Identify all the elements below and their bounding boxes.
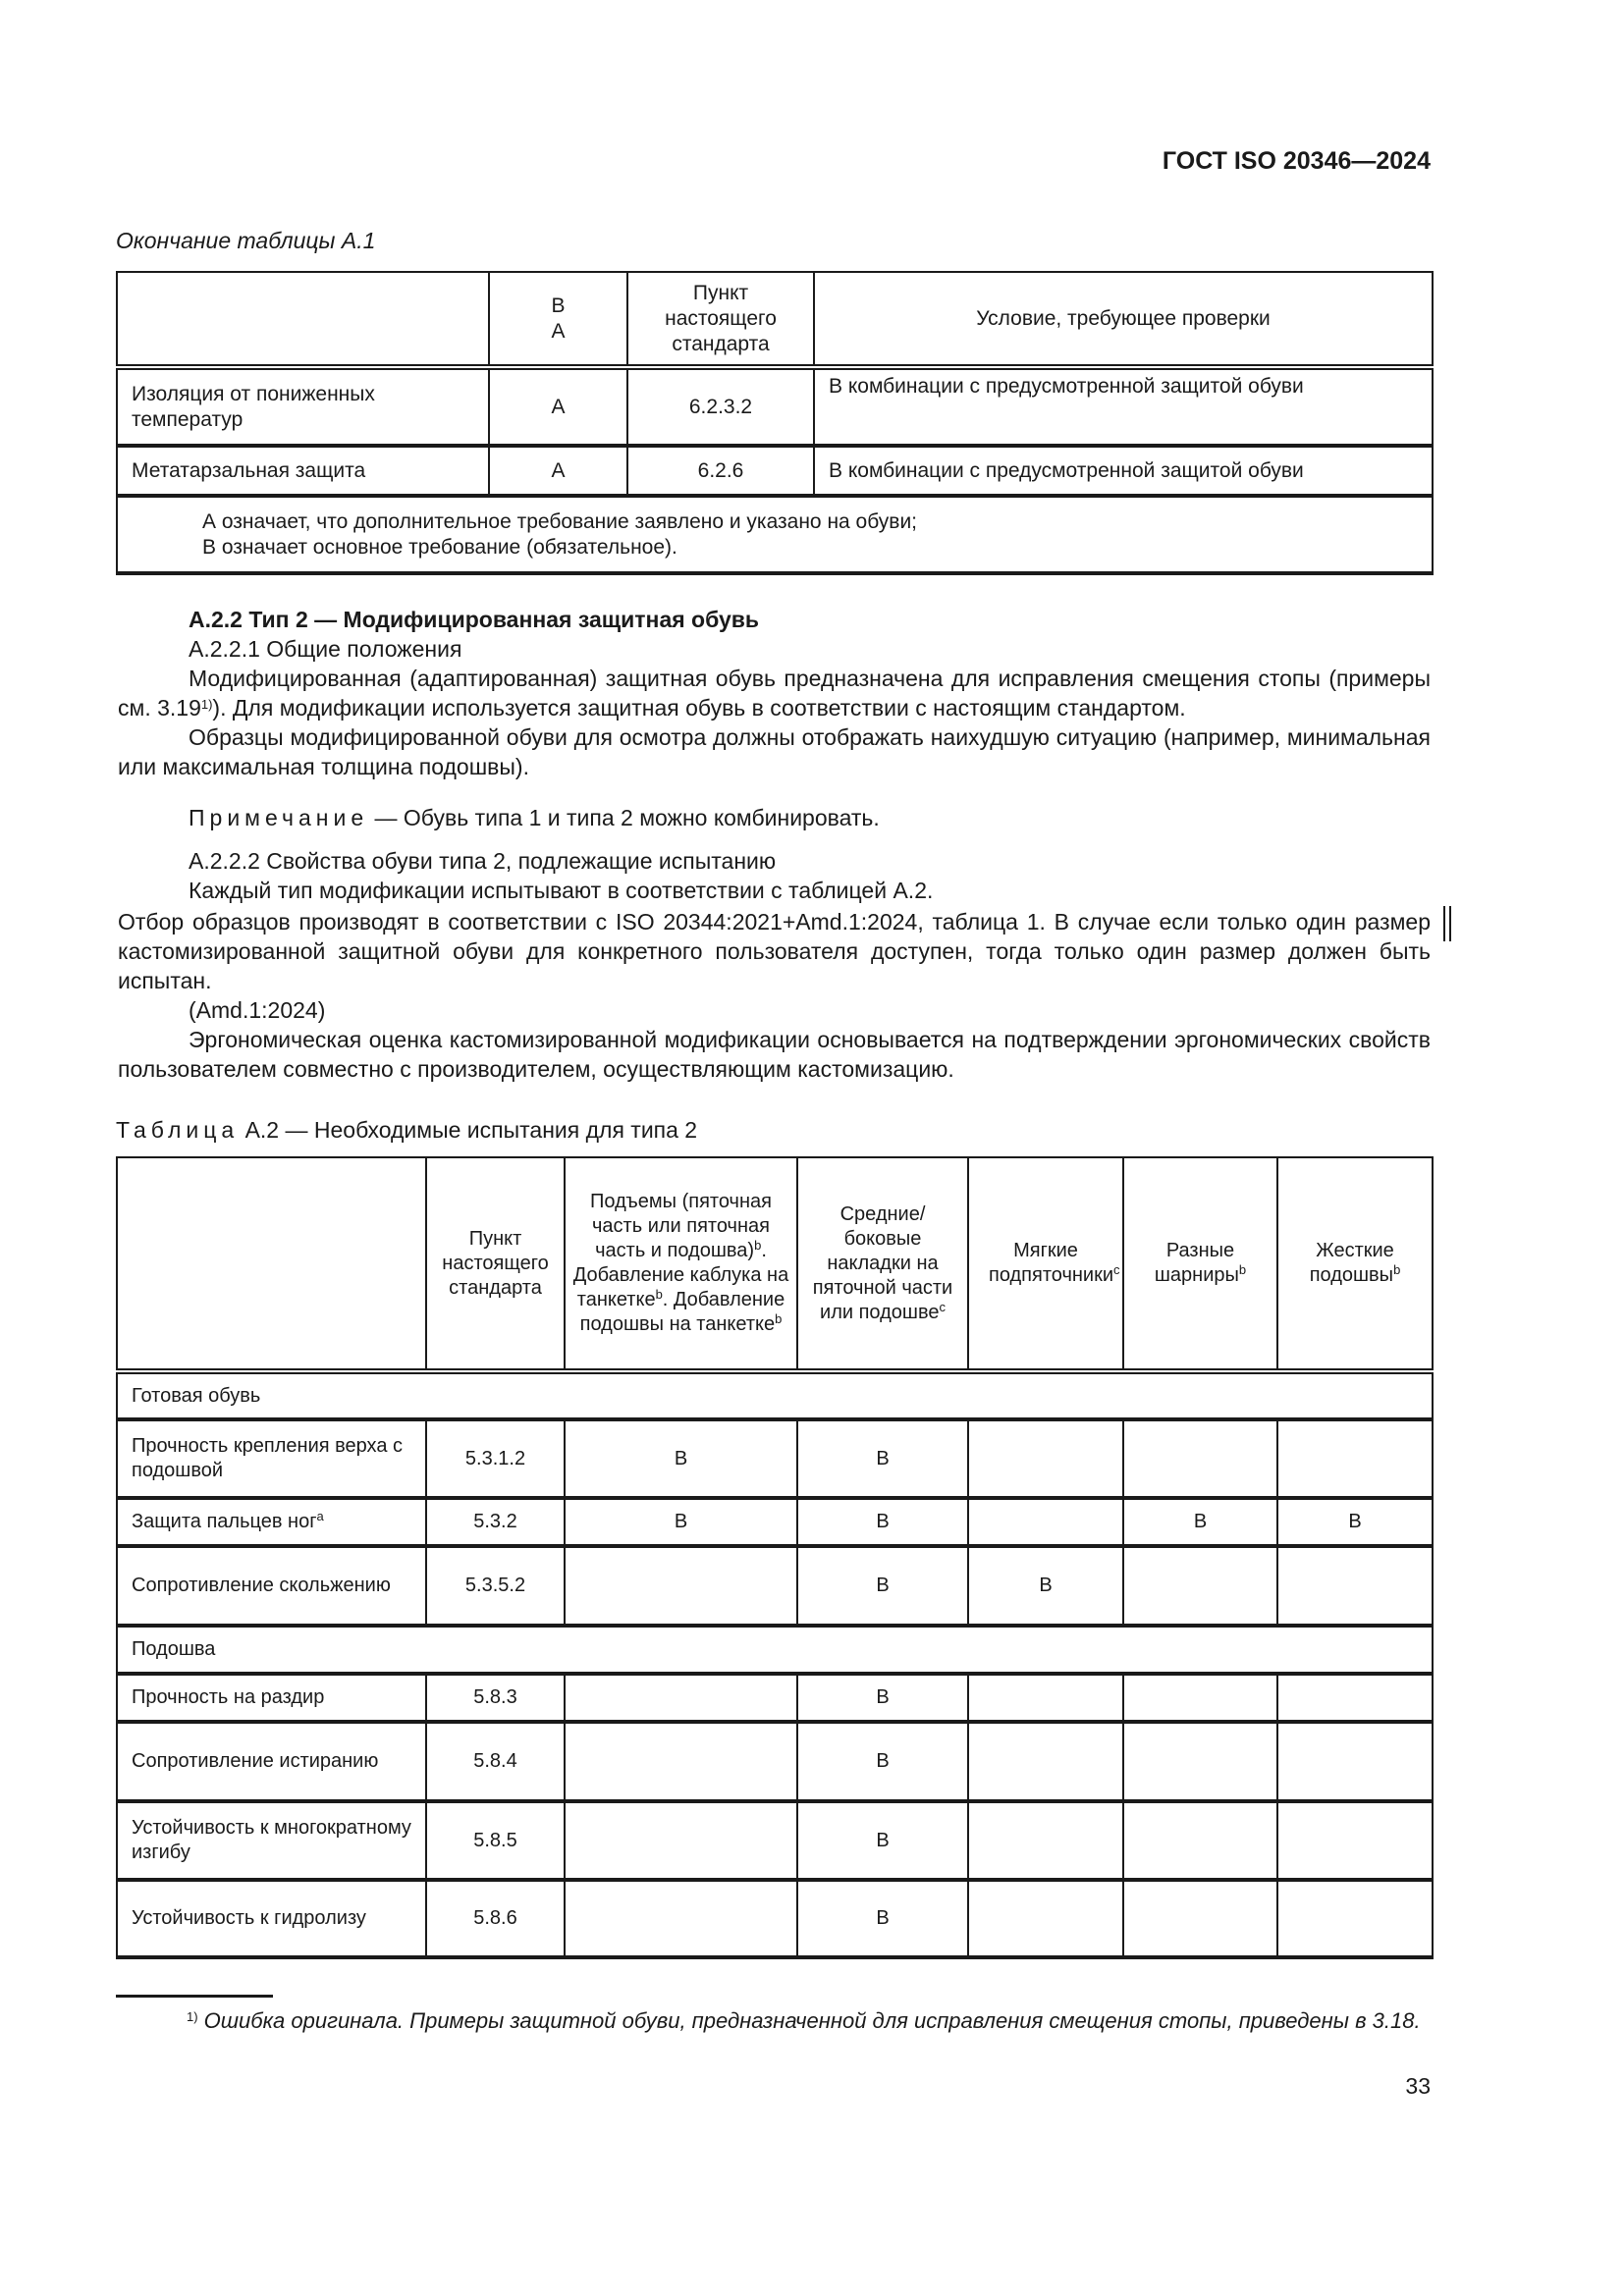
table-a2-header-hinges xyxy=(1123,1157,1277,1371)
note xyxy=(118,803,1431,832)
header-text: Подъемы (пяточная часть или пяточная часть и подошва) xyxy=(590,1191,772,1261)
table-row xyxy=(117,1880,1433,1957)
clause: 5.8.4 xyxy=(426,1722,565,1801)
header-a-label: А xyxy=(551,319,566,343)
soft-heel-cell: В xyxy=(968,1546,1123,1626)
subsection-title: А.2.2.2 Свойства обуви типа 2, подлежащие испытанию xyxy=(189,848,777,874)
property xyxy=(117,1498,426,1546)
table-a1-note-row xyxy=(117,496,1433,573)
table-row xyxy=(117,1674,1433,1722)
table-group-row xyxy=(117,1626,1433,1674)
header-clause-line: стандарта xyxy=(672,332,770,355)
table-a1-header-empty xyxy=(117,272,489,367)
table-a2-header-empty xyxy=(117,1157,426,1371)
footnote-marker: b xyxy=(775,1311,783,1326)
footnote-marker: 1) xyxy=(187,2009,198,2024)
side-pads-cell: В xyxy=(797,1722,968,1801)
subsection-title: А.2.2.1 Общие положения xyxy=(189,636,462,662)
paragraph: Эргономическая оценка кастомизированной модификации основывается на подтверждении эргономических свойств пользователем совместно с производителем, осуществляющим кастомизацию. xyxy=(118,1027,1431,1082)
soft-heel-cell xyxy=(968,1674,1123,1722)
header-text: . Добавление подошвы на танкетке xyxy=(579,1289,785,1335)
soft-heel-cell xyxy=(968,1880,1123,1957)
table-group-row xyxy=(117,1371,1433,1419)
footnote-marker: c xyxy=(1113,1262,1120,1277)
section-heading: А.2.2 Тип 2 — Модифицированная защитная обувь xyxy=(189,607,760,632)
footnote xyxy=(116,2006,1432,2036)
footnote-ref[interactable]: 1) xyxy=(200,697,213,712)
table-a1-caption: Окончание таблицы А.1 xyxy=(116,228,376,253)
lifts-cell: В xyxy=(565,1419,797,1498)
amendment-ref: (Amd.1:2024) xyxy=(189,997,326,1023)
table-a1 xyxy=(116,271,1434,575)
clause: 5.3.2 xyxy=(426,1498,565,1546)
footnote-marker: c xyxy=(939,1299,946,1314)
table-a2-header-soft-heel xyxy=(968,1157,1123,1371)
table-a1-clause: 6.2.3.2 xyxy=(627,367,814,446)
footnote-marker: b xyxy=(1393,1262,1401,1277)
table-row xyxy=(117,367,1433,446)
table-a2-header-lifts xyxy=(565,1157,797,1371)
soft-heel-cell xyxy=(968,1722,1123,1801)
footnote-text: Ошибка оригинала. Примеры защитной обуви, предназначенной для исправления смещения стопы, приведены в 3.18. xyxy=(197,2008,1421,2033)
paragraph: Образцы модифицированной обуви для осмотра должны отображать наихудшую ситуацию (например, минимальная или максимальная толщина подошвы). xyxy=(118,724,1431,779)
table-a2-header-rigid-soles xyxy=(1277,1157,1433,1371)
lifts-cell xyxy=(565,1722,797,1801)
hinges-cell xyxy=(1123,1546,1277,1626)
page-number: 33 xyxy=(1405,2073,1431,2099)
property: Устойчивость к многократному изгибу xyxy=(117,1801,426,1880)
note-label: Примечание xyxy=(189,805,369,830)
clause: 5.3.1.2 xyxy=(426,1419,565,1498)
hinges-cell xyxy=(1123,1419,1277,1498)
hinges-cell xyxy=(1123,1674,1277,1722)
table-row xyxy=(117,1498,1433,1546)
group-label-finished-footwear: Готовая обувь xyxy=(117,1371,1433,1419)
table-a1-header-requirement xyxy=(489,272,627,367)
side-pads-cell: В xyxy=(797,1498,968,1546)
caption-label: Таблица xyxy=(116,1117,240,1143)
header-text: Средние/ боковые накладки на пяточной части или подошве xyxy=(812,1202,953,1323)
clause: 5.8.3 xyxy=(426,1674,565,1722)
table-a1-header-row xyxy=(117,272,1433,367)
header-text: Разные шарниры xyxy=(1154,1240,1239,1286)
table-a1-header-condition: Условие, требующее проверки xyxy=(814,272,1433,367)
clause: 5.3.5.2 xyxy=(426,1546,565,1626)
table-a1-header-clause xyxy=(627,272,814,367)
rigid-soles-cell xyxy=(1277,1880,1433,1957)
table-a2-header-row xyxy=(117,1157,1433,1371)
document-code-header: ГОСТ ISO 20346—2024 xyxy=(1162,147,1431,175)
property: Прочность крепления верха с подошвой xyxy=(117,1419,426,1498)
table-a2-caption xyxy=(116,1115,697,1145)
soft-heel-cell xyxy=(968,1419,1123,1498)
clause: 5.8.5 xyxy=(426,1801,565,1880)
table-a2 xyxy=(116,1156,1434,1959)
side-pads-cell: В xyxy=(797,1546,968,1626)
property-text: Защита пальцев ног xyxy=(132,1511,317,1532)
table-row xyxy=(117,1546,1433,1626)
property: Сопротивление скольжению xyxy=(117,1546,426,1626)
footnote-marker: a xyxy=(316,1509,324,1523)
note-line: А означает, что дополнительное требование заявлено и указано на обуви; xyxy=(202,509,918,533)
table-a1-condition: В комбинации с предусмотренной защитой обуви xyxy=(814,446,1433,496)
table-a1-requirement: А xyxy=(489,446,627,496)
property: Сопротивление истиранию xyxy=(117,1722,426,1801)
table-a1-property: Изоляция от пониженных температур xyxy=(117,367,489,446)
side-pads-cell: В xyxy=(797,1419,968,1498)
footnote-marker: b xyxy=(655,1287,663,1302)
paragraph xyxy=(118,664,1431,722)
side-pads-cell: В xyxy=(797,1674,968,1722)
note-line: В означает основное требование (обязательное). xyxy=(202,535,677,559)
lifts-cell xyxy=(565,1801,797,1880)
side-pads-cell: В xyxy=(797,1880,968,1957)
header-clause-line: Пункт xyxy=(692,281,749,304)
rigid-soles-cell xyxy=(1277,1546,1433,1626)
lifts-cell xyxy=(565,1546,797,1626)
property: Устойчивость к гидролизу xyxy=(117,1880,426,1957)
rigid-soles-cell xyxy=(1277,1419,1433,1498)
hinges-cell xyxy=(1123,1801,1277,1880)
paragraph: Каждый тип модификации испытывают в соответствии с таблицей А.2. xyxy=(189,878,934,903)
table-a1-clause: 6.2.6 xyxy=(627,446,814,496)
lifts-cell: В xyxy=(565,1498,797,1546)
rigid-soles-cell: В xyxy=(1277,1498,1433,1546)
table-row xyxy=(117,1801,1433,1880)
rigid-soles-cell xyxy=(1277,1801,1433,1880)
lifts-cell xyxy=(565,1880,797,1957)
side-pads-cell: В xyxy=(797,1801,968,1880)
table-a1-requirement: А xyxy=(489,367,627,446)
table-a2-header-clause: Пункт настоящего стандарта xyxy=(426,1157,565,1371)
caption-text: А.2 — Необходимые испытания для типа 2 xyxy=(239,1117,698,1143)
lifts-cell xyxy=(565,1674,797,1722)
rigid-soles-cell xyxy=(1277,1722,1433,1801)
hinges-cell: В xyxy=(1123,1498,1277,1546)
rigid-soles-cell xyxy=(1277,1674,1433,1722)
footnote-separator xyxy=(116,1995,273,1998)
header-clause-line: настоящего xyxy=(665,306,777,330)
header-text: . Добавление каблука на танкетке xyxy=(572,1240,789,1310)
hinges-cell xyxy=(1123,1722,1277,1801)
header-text: Мягкие подпяточники xyxy=(989,1240,1114,1286)
footnote-marker: b xyxy=(754,1238,762,1253)
paragraph-text: ). Для модификации используется защитная обувь в соответствии с настоящим стандартом. xyxy=(212,695,1186,721)
table-row xyxy=(117,446,1433,496)
soft-heel-cell xyxy=(968,1498,1123,1546)
group-label-sole: Подошва xyxy=(117,1626,1433,1674)
paragraph-text: Модифицированная (адаптированная) защитная обувь предназначена для исправления смещения стопы (примеры см. 3.19 xyxy=(118,666,1431,721)
soft-heel-cell xyxy=(968,1801,1123,1880)
header-b-label: В xyxy=(551,294,566,317)
table-row xyxy=(117,1722,1433,1801)
paragraph: Отбор образцов производят в соответствии с ISO 20344:2021+Amd.1:2024, таблица 1. В случае если только один размер кастомизированной защитной обуви для конкретного пользователя доступен, тогда только один размер должен быть испытан. xyxy=(118,909,1431,993)
table-a1-condition: В комбинации с предусмотренной защитой обуви xyxy=(814,367,1433,446)
clause: 5.8.6 xyxy=(426,1880,565,1957)
property: Прочность на раздир xyxy=(117,1674,426,1722)
note-text: — Обувь типа 1 и типа 2 можно комбинировать. xyxy=(368,805,880,830)
table-row xyxy=(117,1419,1433,1498)
hinges-cell xyxy=(1123,1880,1277,1957)
table-a1-note xyxy=(117,496,1433,573)
table-a1-property: Метатарзальная защита xyxy=(117,446,489,496)
header-text: Жесткие подошвы xyxy=(1309,1240,1394,1286)
table-a2-header-side-pads xyxy=(797,1157,968,1371)
change-marker xyxy=(1443,906,1451,941)
footnote-marker: b xyxy=(1238,1262,1247,1277)
